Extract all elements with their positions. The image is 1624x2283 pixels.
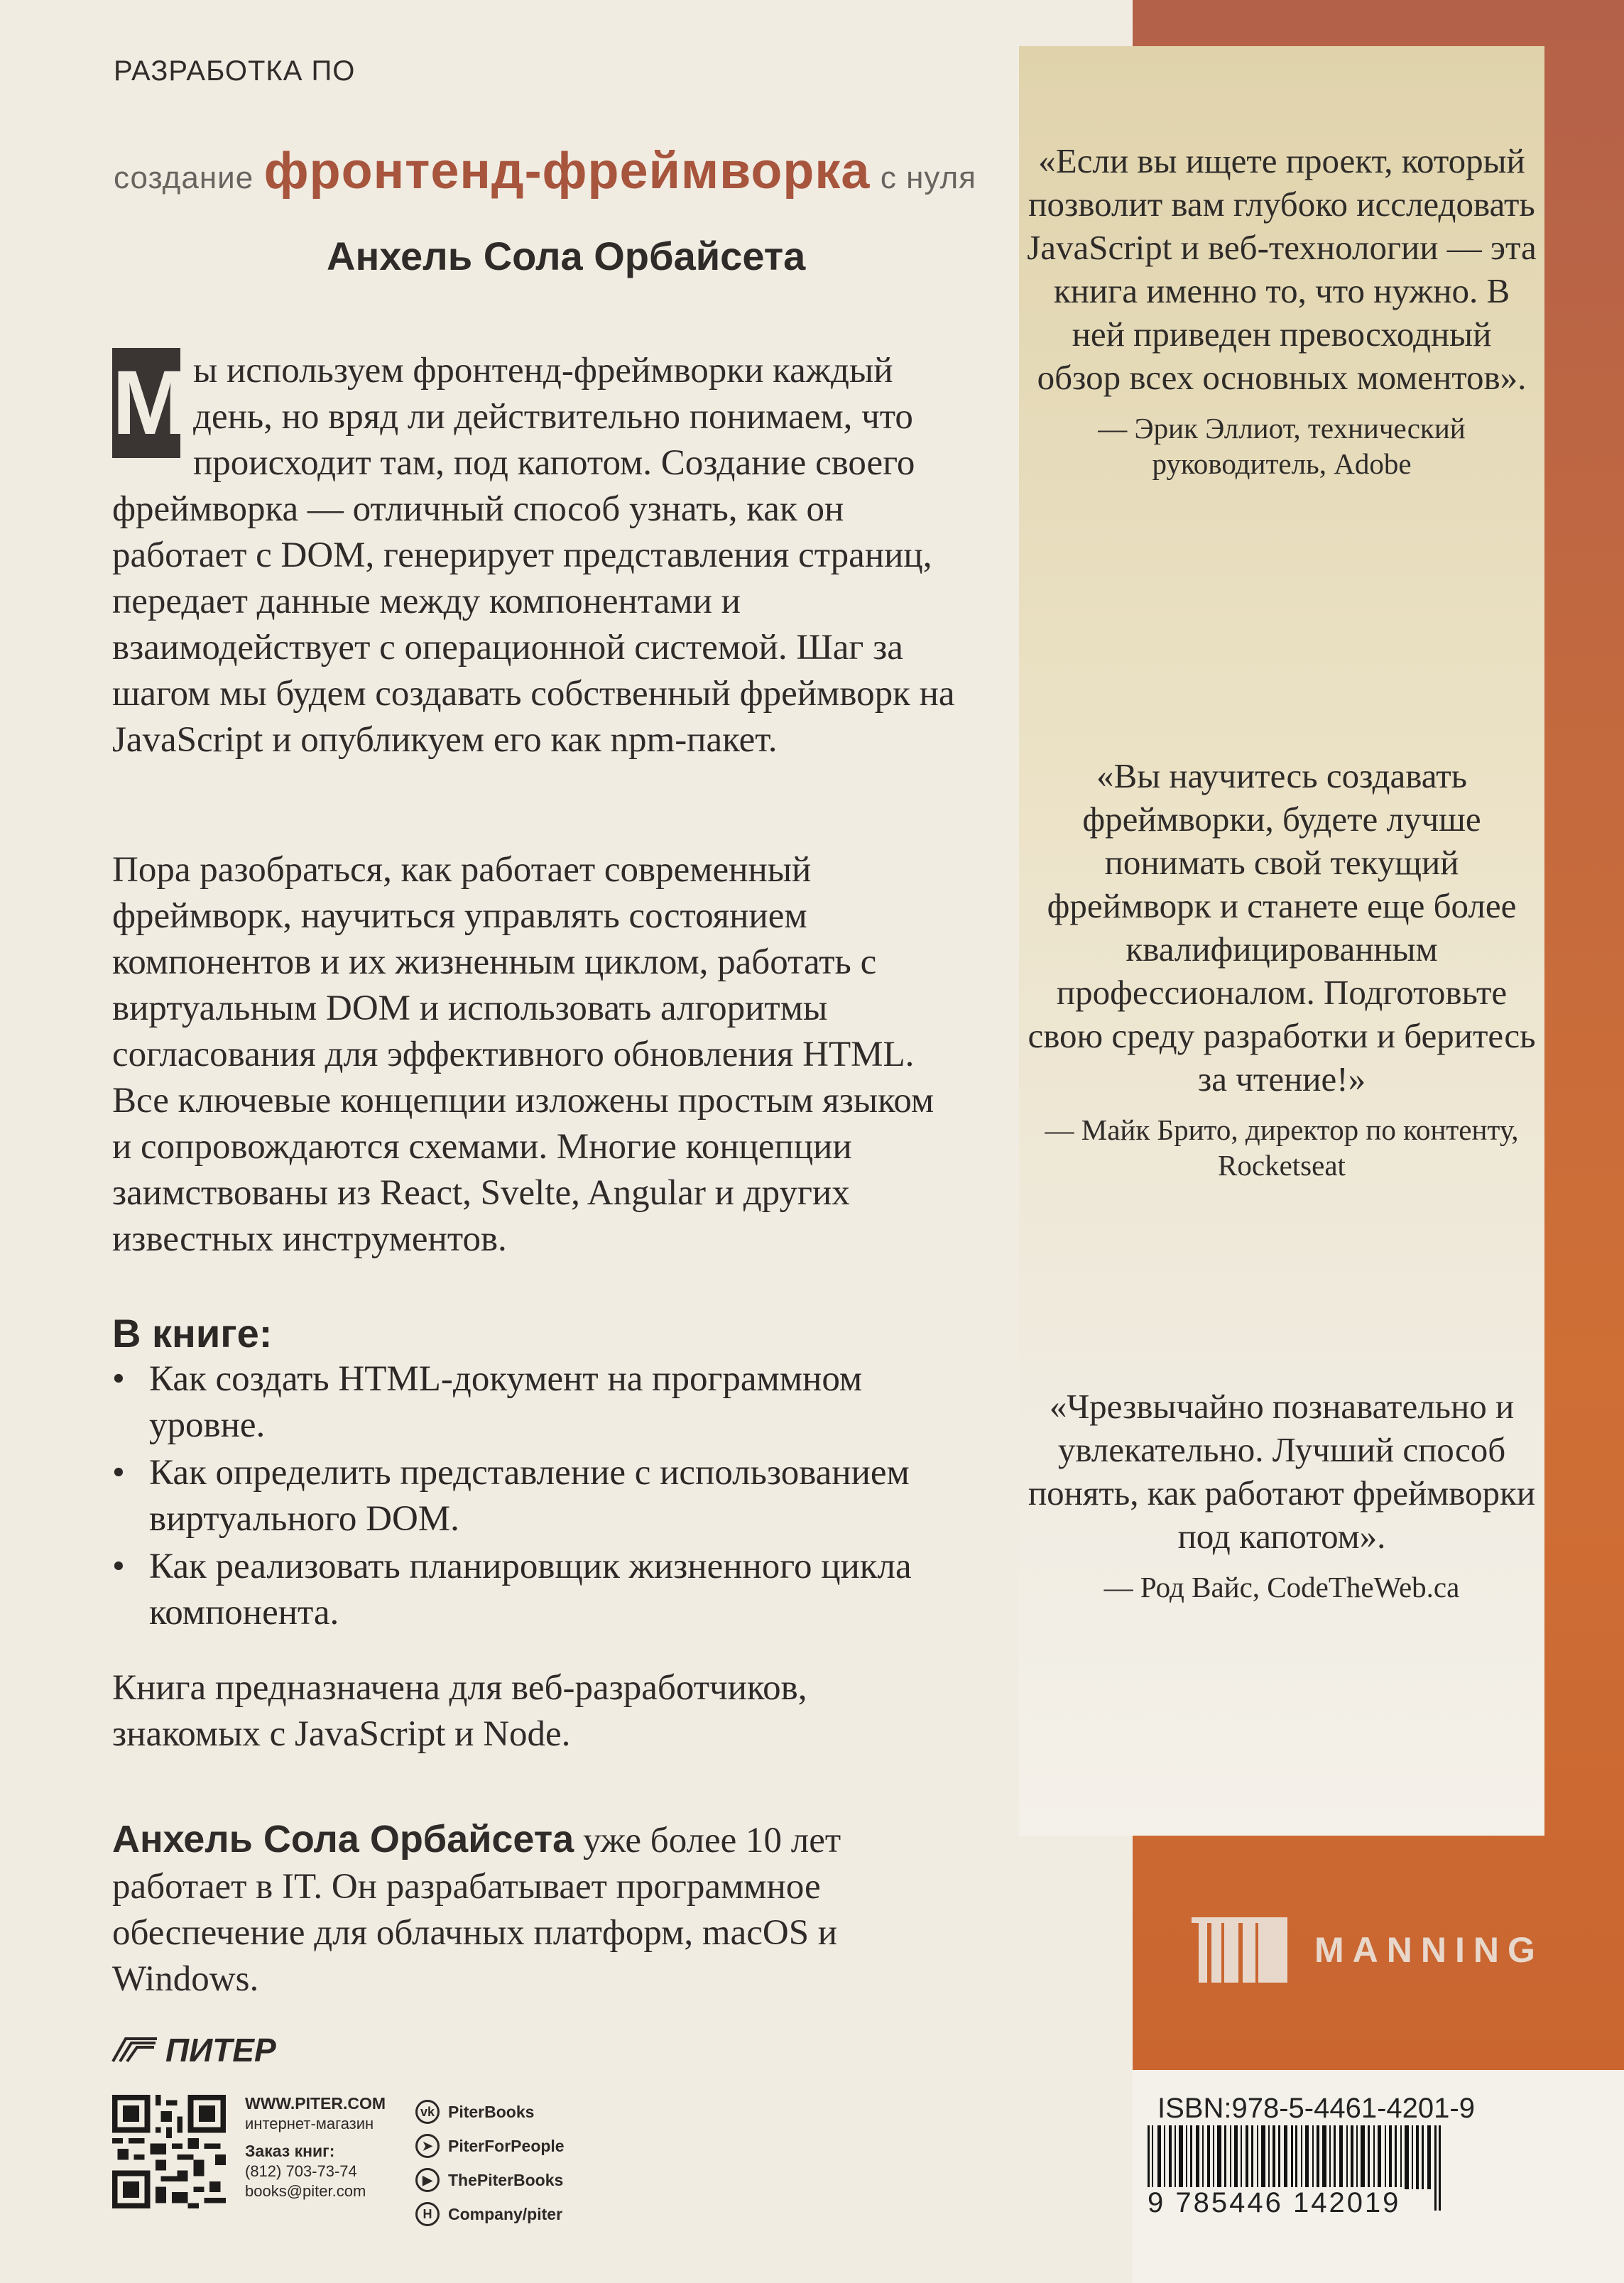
- piter-mark-icon: [110, 2036, 160, 2064]
- order-phone: (812) 703-73-74: [245, 2162, 357, 2180]
- social-label: PiterBooks: [448, 2102, 535, 2121]
- quote-attribution: — Майк Брито, директор по контенту, Rocketseat: [1045, 1113, 1519, 1182]
- social-label: PiterForPeople: [448, 2136, 565, 2155]
- intro-paragraph-1: [112, 348, 957, 763]
- quote-1: [1026, 139, 1537, 481]
- about-author-paragraph: [112, 1816, 957, 2003]
- series-label: РАЗРАБОТКА ПО: [114, 55, 356, 87]
- qr-code-icon: [112, 2095, 226, 2208]
- about-author-text: уже более 10 лет работает в IT. Он разрабатывает программное обеспечение для облачных платформ, macOS и Windows.: [112, 1821, 841, 1999]
- quote-attribution: — Род Вайс, CodeTheWeb.ca: [1103, 1571, 1460, 1603]
- audience-paragraph: Книга предназначена для веб-разработчиков, знакомых с JavaScript и Node.: [112, 1668, 807, 1754]
- social-label: ThePiterBooks: [448, 2170, 564, 2189]
- quote-text: «Вы научитесь создавать фреймворки, будете лучше понимать свой текущий фреймворк и станете еще более квалифицированным профессионалом. Подготовьте свою среду разработки и беритесь за чтение!»: [1028, 756, 1536, 1099]
- manning-logo: [1192, 1917, 1544, 1983]
- order-label: Заказ книг:: [245, 2142, 335, 2160]
- manning-wordmark: MANNING: [1314, 1930, 1544, 1970]
- in-book-list: [112, 1356, 957, 1638]
- quote-2: [1026, 754, 1537, 1183]
- social-link-vk[interactable]: [415, 2095, 565, 2129]
- social-link-habr[interactable]: [415, 2197, 565, 2231]
- play-icon: ▶: [415, 2168, 440, 2192]
- manning-mark-icon: [1192, 1917, 1287, 1983]
- piter-logo: [110, 2031, 276, 2069]
- habr-icon: H: [415, 2202, 440, 2226]
- quote-3: [1026, 1385, 1537, 1605]
- social-links: [415, 2095, 565, 2231]
- publisher-site[interactable]: WWW.PITER.COM: [245, 2094, 386, 2113]
- intro-text-1: ы используем фронтенд-фреймворки каждый день, но вряд ли действительно понимаем, что происходит там, под капотом. Создание своего фреймворка — отличный способ узнать, как он работает с DOM, генерирует представления страниц, передает данные между компонентами и взаимодействует с операционной системой. Шаг за шагом мы будем создавать собственный фреймворк на JavaScript и опубликуем его как npm-пакет.: [112, 351, 955, 760]
- vk-icon: vk: [415, 2100, 440, 2124]
- intro-paragraph-2: Пора разобраться, как работает современный фреймворк, научиться управлять состоянием компонентов и их жизненным циклом, работать с виртуальным DOM и использовать алгоритмы согласования для эффективного обновления HTML. Все ключевые концепции изложены простым языком и сопровождаются схемами. Многие концепции заимствованы из React, Svelte, Angular и других известных инструментов.: [112, 850, 934, 1259]
- title-main: фронтенд-фреймворка: [263, 143, 871, 200]
- piter-wordmark: ПИТЕР: [165, 2032, 276, 2069]
- author-name: Анхель Сола Орбайсета: [327, 234, 806, 278]
- publisher-contacts: [245, 2093, 386, 2201]
- list-item: • Как реализовать планировщик жизненного цикла компонента.: [112, 1544, 957, 1636]
- book-title: [114, 142, 976, 200]
- isbn-label: ISBN:978-5-4461-4201-9: [1157, 2093, 1475, 2124]
- about-author-name: Анхель Сола Орбайсета: [112, 1818, 574, 1860]
- title-prefix: создание: [114, 160, 254, 195]
- isbn-digits: 9 785446 142019: [1145, 2187, 1403, 2219]
- title-suffix: с нуля: [880, 160, 976, 195]
- drop-cap: М: [112, 348, 180, 458]
- quote-attribution: — Эрик Эллиот, технический руководитель, Adobe: [1098, 412, 1466, 480]
- telegram-icon: ➤: [415, 2134, 440, 2158]
- list-item: • Как создать HTML-документ на программном уровне.: [112, 1356, 957, 1449]
- in-book-heading: В книге:: [112, 1311, 273, 1356]
- social-label: Company/piter: [448, 2204, 563, 2223]
- social-link-youtube[interactable]: [415, 2163, 565, 2197]
- quote-text: «Чрезвычайно познавательно и увлекательно. Лучший способ понять, как работают фреймворки под капотом».: [1028, 1387, 1536, 1556]
- list-item: • Как определить представление с использованием виртуального DOM.: [112, 1450, 957, 1542]
- quote-text: «Если вы ищете проект, который позволит вам глубоко исследовать JavaScript и веб-технологии — эта книга именно то, что нужно. В ней приведен превосходный обзор всех основных моментов».: [1027, 141, 1537, 397]
- order-email[interactable]: books@piter.com: [245, 2182, 366, 2200]
- social-link-telegram[interactable]: [415, 2129, 565, 2163]
- publisher-site-caption: интернет-магазин: [245, 2115, 374, 2132]
